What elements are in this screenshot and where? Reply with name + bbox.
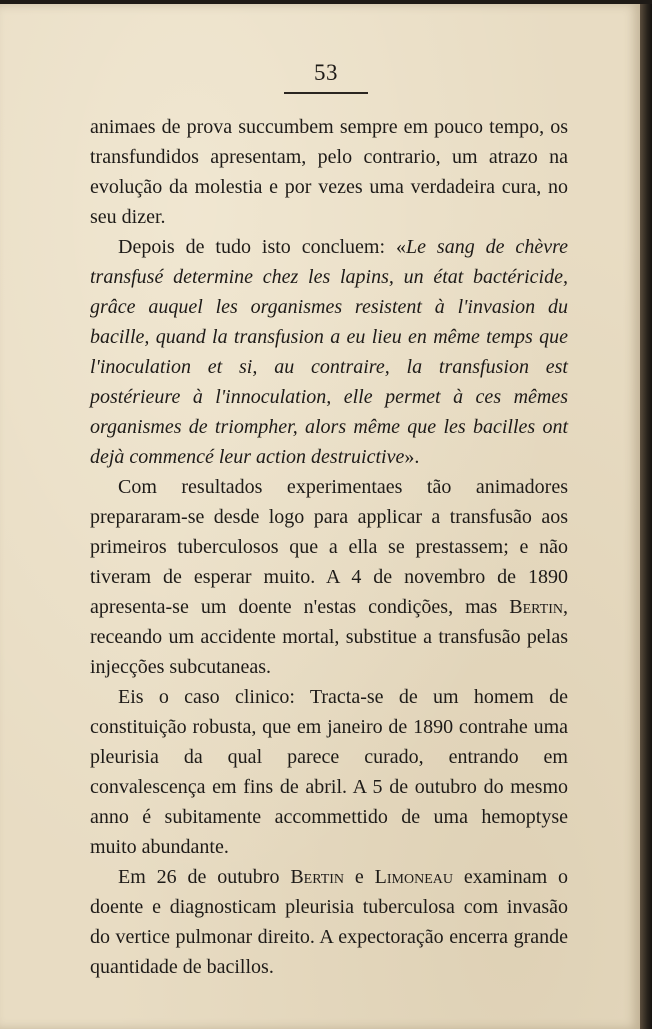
french-quote: Le sang de chèvre transfusé determine chez les lapins, un état bactéricide, grâce auquel les organismes resistent à l'invasion du bacille, quand la transfusion a eu lieu en même temps que l'inoculation et si, au contraire, la transfusion est postérieure à l'innoculation, elle permet à ces mêmes organismes de triompher, alors même que les bacilles ont dejà commencé leur action destruictive bbox=[90, 236, 568, 468]
paragraph-5-mid: e bbox=[344, 866, 375, 888]
author-name-bertin-2: Bertin bbox=[290, 866, 345, 888]
paragraph-5-b: examinam o doente e diagnosticam pleurisia tuberculosa com invasão do vertice pulmonar direito. A expectoração encerra grande quantidade de bacillos. bbox=[90, 866, 568, 978]
page-number-rule bbox=[284, 92, 368, 94]
paragraph-3-b: , receando um accidente mortal, substitue a transfusão pelas injecções subcutaneas. bbox=[90, 596, 568, 678]
page-number: 53 bbox=[314, 60, 338, 85]
paragraph-4: Eis o caso clinico: Tracta-se de um homem de constituição robusta, que em janeiro de 1890 contrahe uma pleurisia da qual parece curado, entrando em convalescença em fins de abril. A 5 de outubro do mesmo anno é subitamente accommettido de uma hemoptyse muito abundante. bbox=[90, 686, 568, 858]
paragraph-3-a: Com resultados experimentaes tão animadores prepararam-se desde logo para applicar a transfusão aos primeiros tuberculosos que a ella se prestassem; e não tiveram de esperar muito. A 4 de novembro de 1890 apresenta-se um doente n'estas condições, mas bbox=[90, 476, 568, 618]
author-name-bertin: Bertin bbox=[509, 596, 563, 618]
paragraph-1: animaes de prova succumbem sempre em pouco tempo, os transfundidos apresentam, pelo contrario, um atrazo na evolução da molestia e por vezes uma verdadeira cura, no seu dizer. bbox=[90, 116, 568, 228]
paragraph-5 bbox=[90, 862, 568, 982]
author-name-limoneau: Limoneau bbox=[374, 866, 453, 888]
body-text bbox=[90, 112, 568, 982]
paragraph-2-lead: Depois de tudo isto concluem: « bbox=[118, 236, 406, 258]
page-edge bbox=[640, 4, 652, 1029]
paragraph-2 bbox=[90, 232, 568, 472]
paragraph-5-a: Em 26 de outubro bbox=[118, 866, 291, 888]
paragraph-3 bbox=[90, 472, 568, 682]
paragraph-2-end: ». bbox=[404, 446, 420, 468]
